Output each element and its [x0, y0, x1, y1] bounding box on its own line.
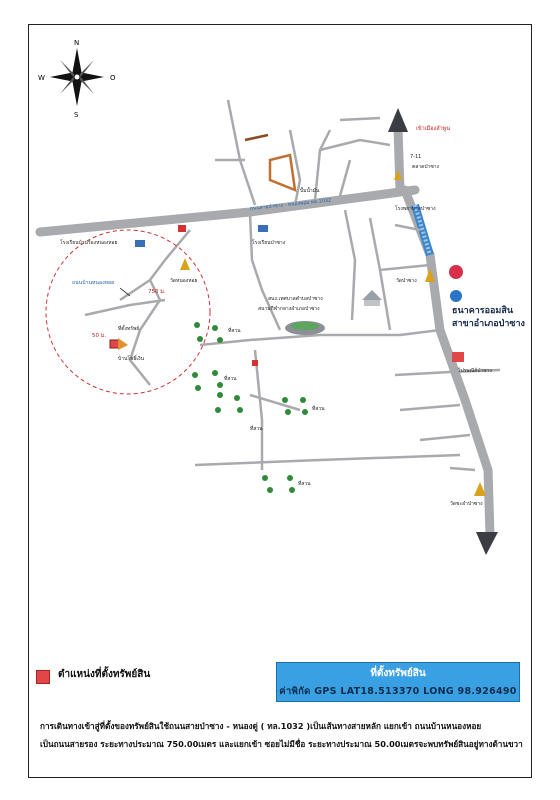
info-title: ที่ตั้งทรัพย์สิน: [370, 668, 426, 679]
description-line-2: เป็นถนนสายรอง ระยะทางประมาณ 750.00เมตร และแยกเข้า ซอยไม่มีชื่อ ระยะทางประมาณ 50.00เมตรจะพบทรัพย์สินอยู่ทางด้านขวา: [40, 739, 523, 749]
seven-label: 7-11: [410, 154, 422, 160]
temple-pasang-label: วัดป่าซาง: [396, 278, 417, 284]
school-ban-nong-label: โรงเรียนบ้านร้องหนองหอย: [60, 240, 118, 246]
gps-coordinates: ค่าพิกัด GPS LAT18.513370 LONG 98.926490: [279, 686, 517, 697]
district-label: สนง.เทศบาลตำบลป่าซาง: [268, 296, 323, 302]
south-arrow-icon: [476, 532, 498, 555]
to-city-label: เข้าเมืองลำพูน: [416, 126, 451, 132]
compass-e: O: [110, 74, 116, 82]
school-pasang-label: โรงเรียนป่าซาง: [252, 240, 286, 246]
field-label-5: ที่สวน: [298, 481, 311, 487]
field-label-2: ที่สวน: [224, 376, 237, 382]
field-label-1: ที่สวน: [228, 328, 241, 334]
stadium-icon: [285, 321, 325, 335]
school-icon: [135, 225, 268, 247]
hospital-label: โรงพยาบาลป่าซาง: [395, 206, 436, 212]
site-label: ที่ตั้งทรัพย์: [118, 326, 140, 332]
post-label: ไปรษณีย์ป่าซาง: [458, 368, 492, 374]
description-line-1: การเดินทางเข้าสู่ที่ตั้งของทรัพย์สินใช้ถนนสายป่าซาง - หนองดู่ ( ทล.1032 )เป็นเส้นทางสายหลัก แยกเข้า ถนนบ้านหนองหอย: [40, 721, 482, 731]
post-icon: [452, 352, 464, 362]
bank-branch-label: สาขาอำเภอป่าซาง: [452, 319, 525, 329]
field-label-4: ที่สวน: [250, 426, 263, 432]
village-label: บ้านโพธิ์เงิน: [118, 356, 145, 362]
government-icon: [362, 290, 382, 306]
main-road-label: ถนนสายป่าซาง - หนองหอย ทล.1032: [249, 197, 332, 212]
legend-label: ตำแหน่งที่ตั้งทรัพย์สิน: [58, 669, 151, 680]
site-road-label: ถนนบ้านหนองหอย: [72, 280, 115, 286]
bank-logo-icon: [449, 265, 463, 279]
gas-label: ปั้มน้ำมัน: [300, 188, 320, 194]
legend-marker: [36, 670, 50, 684]
compass-n: N: [74, 39, 80, 47]
pin-icon: [252, 360, 258, 366]
radius-circle: [46, 230, 210, 394]
distance-50: 50 ม.: [92, 333, 107, 339]
market-label: ตลาดป่าซาง: [412, 164, 439, 170]
field-label-3: ที่สวน: [312, 406, 325, 412]
flag-icon: [178, 225, 186, 232]
info-box: [276, 662, 520, 702]
distance-750: 750 ม.: [148, 289, 166, 295]
north-arrow-icon: [388, 108, 408, 132]
temple-south-label: วัดชะอำป่าซาง: [450, 501, 483, 507]
compass-s: S: [74, 111, 79, 119]
stadium-label: สนามกีฬากลางอำเภอป่าซาง: [258, 306, 320, 312]
compass-icon: [50, 48, 104, 106]
bank-label: ธนาคารออมสิน: [452, 306, 513, 316]
compass-w: W: [38, 74, 45, 82]
temple-nonghoi-label: วัดหนองหอย: [170, 278, 198, 284]
orange-road: [270, 155, 295, 190]
